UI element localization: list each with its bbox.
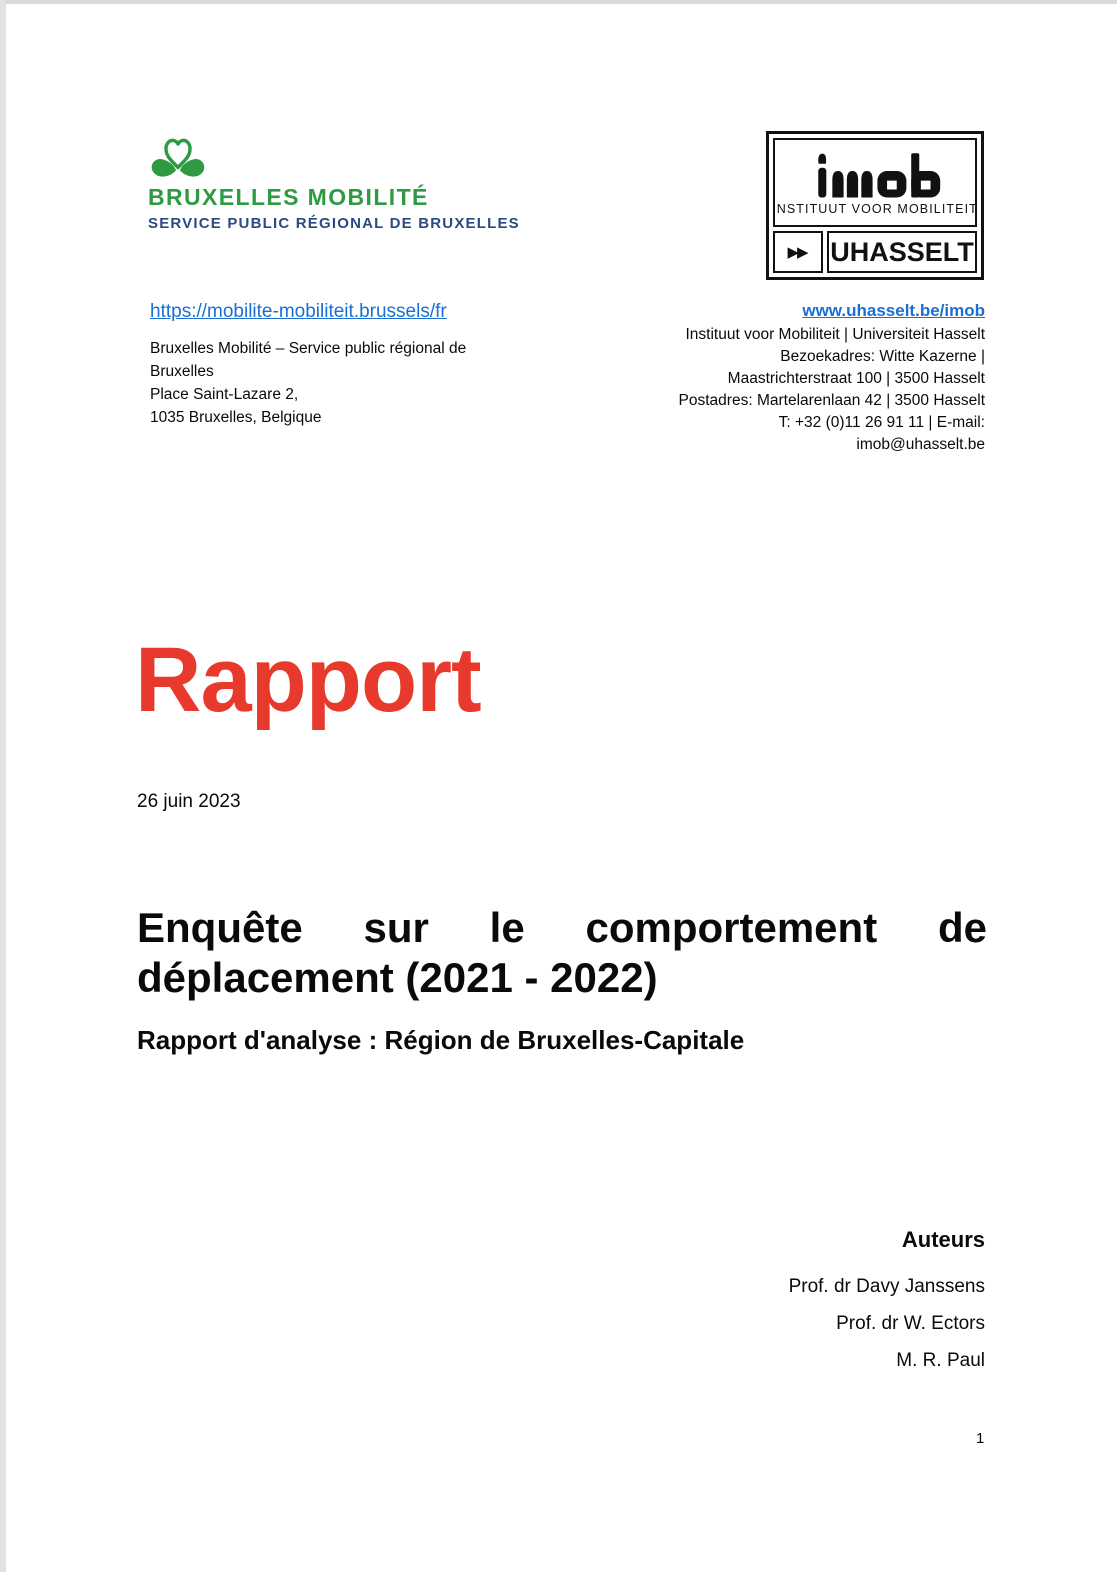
brussels-address: [150, 337, 500, 429]
imob-address-line: imob@uhasselt.be: [856, 436, 985, 453]
imob-website-link[interactable]: www.uhasselt.be/imob: [802, 301, 985, 320]
uhasselt-arrows-box: [773, 231, 823, 273]
author-name: Prof. dr W. Ectors: [836, 1313, 985, 1334]
imob-logo-top: [773, 138, 977, 227]
imob-institute-label: INSTITUUT VOOR MOBILITEIT: [772, 202, 978, 216]
authors-block: [789, 1226, 985, 1388]
authors-heading: Auteurs: [901, 1227, 985, 1252]
imob-logo-bottom: [773, 231, 977, 273]
imob-uhasselt-logo: [766, 131, 984, 280]
imob-address-line: Postadres: Martelarenlaan 42 | 3500 Hasselt: [678, 392, 985, 409]
imob-contact-block: [585, 300, 985, 456]
imob-address-line: Maastrichterstraat 100 | 3500 Hasselt: [727, 370, 985, 387]
report-date: 26 juin 2023: [137, 791, 241, 812]
page-number: 1: [976, 1430, 985, 1447]
report-label: Rapport: [135, 629, 481, 731]
analysis-subtitle: Rapport d'analyse : Région de Bruxelles-Capitale: [137, 1025, 745, 1055]
bruxelles-mobilite-tagline: SERVICE PUBLIC RÉGIONAL DE BRUXELLES: [148, 215, 520, 232]
imob-address-line: T: +32 (0)11 26 91 11 | E-mail:: [778, 414, 985, 431]
brussels-website-link[interactable]: https://mobilite-mobiliteit.brussels/fr: [150, 301, 447, 322]
author-name: M. R. Paul: [896, 1350, 985, 1371]
heart-leaves-icon: [148, 131, 208, 181]
uhasselt-wordmark-box: [827, 231, 977, 273]
double-arrow-icon: ▶▶: [787, 243, 807, 261]
page-edge-top: [0, 0, 1117, 4]
imob-address-line: Bezoekadres: Witte Kazerne |: [780, 348, 985, 365]
bruxelles-mobilite-logo: [148, 131, 520, 233]
brussels-address-line: Place Saint-Lazare 2,: [150, 386, 299, 403]
bruxelles-mobilite-wordmark: BRUXELLES MOBILITÉ: [148, 184, 429, 210]
survey-title: Enquête sur le comportement de déplacement (2021 - 2022): [137, 904, 987, 1001]
imob-address-line: Instituut voor Mobiliteit | Universiteit Hasselt: [685, 326, 985, 343]
uhasselt-wordmark: UHASSELT: [830, 236, 974, 267]
brussels-address-line: 1035 Bruxelles, Belgique: [150, 409, 322, 426]
brussels-contact-block: [150, 300, 500, 429]
imob-wordmark-icon: [809, 149, 941, 201]
author-name: Prof. dr Davy Janssens: [788, 1276, 985, 1297]
page-edge-left: [0, 0, 6, 1572]
brussels-address-line: Bruxelles Mobilité – Service public régional de Bruxelles: [150, 340, 467, 380]
